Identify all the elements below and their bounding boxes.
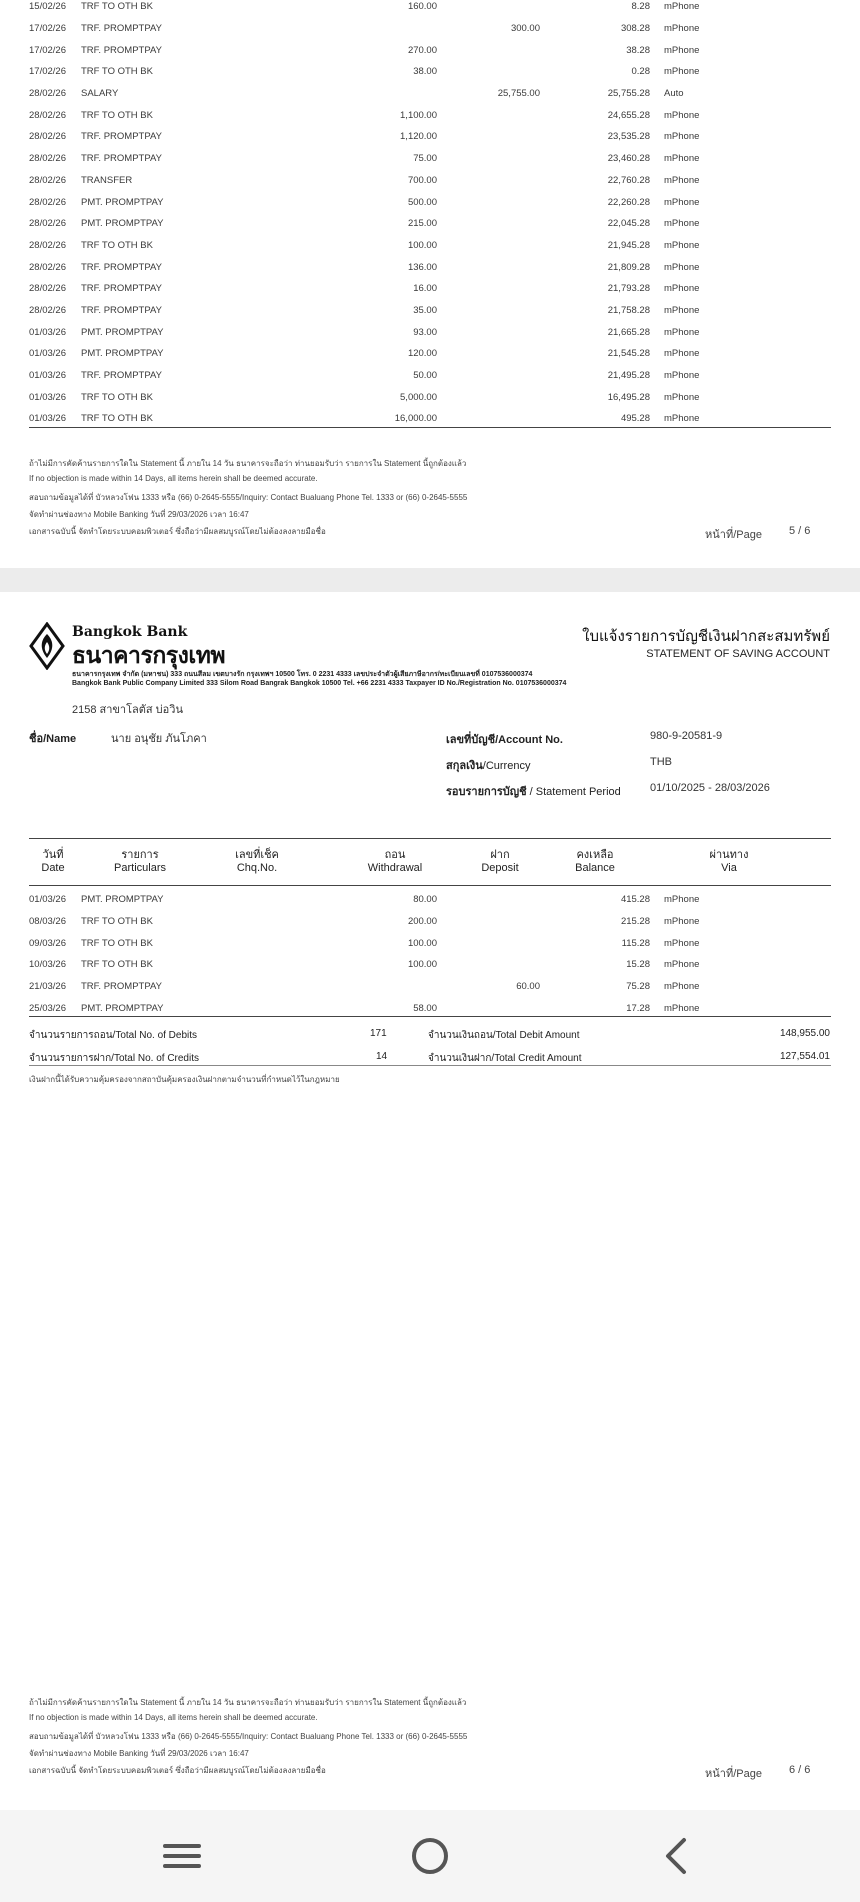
total-debit-amount: 148,955.00 bbox=[779, 1028, 830, 1039]
txn-via: mPhone bbox=[664, 44, 700, 56]
footer-note-computer-generated: เอกสารฉบับนี้ จัดทำโดยระบบคอมพิวเตอร์ ซึ่งถือว่ามีผลสมบูรณ์โดยไม่ต้องลงลายมือชื่อ bbox=[29, 1766, 326, 1775]
txn-withdrawal: 215.00 bbox=[407, 218, 437, 230]
header-balance-th: คงเหลือ bbox=[576, 849, 614, 861]
statement-page-5 bbox=[0, 0, 860, 568]
txn-date: 01/03/26 bbox=[29, 370, 66, 382]
header-withdrawal-th: ถอน bbox=[384, 849, 406, 861]
bank-address-th: ธนาคารกรุงเทพ จำกัด (มหาชน) 333 ถนนสีลม เขตบางรัก กรุงเทพฯ 10500 โทร. 0 2231 4333 เลขประจำตัวผู้เสียภาษีอากร/ทะเบียนเลขที่ 0107536000374 bbox=[72, 671, 533, 678]
txn-via: mPhone bbox=[664, 1, 700, 13]
txn-via: mPhone bbox=[664, 391, 700, 403]
footer-note-objection-th: ถ้าไม่มีการคัดค้านรายการใดใน Statement นี้ ภายใน 14 วัน ธนาคารจะถือว่า ท่านยอมรับว่า รายการใน Statement นี้ถูกต้องแล้ว bbox=[29, 1698, 467, 1707]
transaction-row bbox=[29, 83, 831, 105]
txn-date: 10/03/26 bbox=[29, 959, 66, 971]
txn-balance: 415.28 bbox=[620, 894, 650, 906]
bank-address-en: Bangkok Bank Public Company Limited 333 Silom Road Bangrak Bangkok 10500 Tel. +66 2231 4333 Taxpayer ID No./Registration No. 0107536000374 bbox=[72, 680, 567, 687]
txn-particulars: TRF TO OTH BK bbox=[81, 391, 153, 403]
txn-date: 15/02/26 bbox=[29, 1, 66, 13]
transaction-row bbox=[29, 365, 831, 387]
txn-deposit bbox=[437, 0, 540, 18]
txn-via: mPhone bbox=[664, 413, 700, 425]
transaction-row bbox=[29, 321, 831, 343]
txn-balance: 21,545.28 bbox=[607, 348, 650, 360]
txn-balance: 495.28 bbox=[620, 413, 650, 425]
currency-value: THB bbox=[650, 756, 672, 768]
txn-balance: 38.28 bbox=[626, 44, 650, 56]
txn-particulars: TRF. PROMPTPAY bbox=[81, 23, 162, 35]
txn-withdrawal: 200.00 bbox=[407, 916, 437, 928]
transaction-row bbox=[29, 976, 831, 998]
page-number: 6 / 6 bbox=[789, 1764, 811, 1776]
period-label: รอบรายการบัญชี / Statement Period bbox=[446, 786, 621, 798]
period-value: 01/10/2025 - 28/03/2026 bbox=[650, 782, 770, 794]
header-date-en: Date bbox=[41, 862, 65, 874]
txn-date: 28/02/26 bbox=[29, 88, 66, 100]
transaction-row bbox=[29, 126, 831, 148]
transaction-row bbox=[29, 213, 831, 235]
txn-via: mPhone bbox=[664, 894, 700, 906]
txn-particulars: TRF TO OTH BK bbox=[81, 413, 153, 425]
footer-note-inquiry: สอบถามข้อมูลได้ที่ บัวหลวงโฟน 1333 หรือ (66) 0-2645-5555/Inquiry: Contact Bualuang Phone Tel. 1333 or (66) 0-2645-5555 bbox=[29, 1732, 468, 1741]
txn-via: mPhone bbox=[664, 959, 700, 971]
txn-particulars: PMT. PROMPTPAY bbox=[81, 894, 164, 906]
txn-via: mPhone bbox=[664, 174, 700, 186]
txn-particulars: TRF TO OTH BK bbox=[81, 239, 153, 251]
txn-balance: 21,809.28 bbox=[607, 261, 650, 273]
transaction-row bbox=[29, 343, 831, 365]
txn-withdrawal bbox=[311, 976, 437, 998]
txn-withdrawal: 38.00 bbox=[413, 66, 437, 78]
txn-deposit bbox=[437, 321, 540, 343]
bank-name-th: ธนาคารกรุงเทพ bbox=[72, 643, 226, 669]
transaction-table-page-6 bbox=[29, 889, 831, 1019]
header-via-en: Via bbox=[721, 862, 737, 874]
txn-via: mPhone bbox=[664, 218, 700, 230]
txn-balance: 215.28 bbox=[620, 916, 650, 928]
txn-date: 28/02/26 bbox=[29, 174, 66, 186]
transaction-table-page-5 bbox=[29, 0, 831, 430]
txn-date: 28/02/26 bbox=[29, 218, 66, 230]
txn-withdrawal: 93.00 bbox=[413, 326, 437, 338]
account-value: 980-9-20581-9 bbox=[650, 730, 723, 742]
txn-particulars: PMT. PROMPTPAY bbox=[81, 196, 164, 208]
txn-balance: 8.28 bbox=[631, 1, 650, 13]
table-bottom-rule bbox=[29, 427, 831, 428]
transaction-row bbox=[29, 954, 831, 976]
txn-particulars: TRF TO OTH BK bbox=[81, 66, 153, 78]
txn-balance: 23,460.28 bbox=[607, 153, 650, 165]
txn-withdrawal: 16,000.00 bbox=[394, 413, 437, 425]
txn-balance: 22,045.28 bbox=[607, 218, 650, 230]
txn-withdrawal: 100.00 bbox=[407, 959, 437, 971]
txn-date: 28/02/26 bbox=[29, 109, 66, 121]
txn-withdrawal: 5,000.00 bbox=[400, 391, 437, 403]
txn-via: mPhone bbox=[664, 131, 700, 143]
txn-deposit bbox=[437, 932, 540, 954]
txn-particulars: TRF TO OTH BK bbox=[81, 1, 153, 13]
txn-deposit bbox=[437, 104, 540, 126]
txn-deposit bbox=[437, 256, 540, 278]
txn-deposit bbox=[437, 213, 540, 235]
name-value: นาย อนุชัย ภันโภคา bbox=[111, 733, 207, 745]
txn-deposit bbox=[437, 170, 540, 192]
txn-withdrawal: 1,120.00 bbox=[400, 131, 437, 143]
txn-deposit: 60.00 bbox=[516, 981, 540, 993]
home-circle-icon[interactable] bbox=[405, 1834, 455, 1878]
txn-withdrawal: 75.00 bbox=[413, 153, 437, 165]
txn-withdrawal: 160.00 bbox=[407, 1, 437, 13]
footer-note-computer-generated: เอกสารฉบับนี้ จัดทำโดยระบบคอมพิวเตอร์ ซึ่งถือว่ามีผลสมบูรณ์โดยไม่ต้องลงลายมือชื่อ bbox=[29, 527, 326, 536]
transaction-row bbox=[29, 256, 831, 278]
txn-particulars: TRF. PROMPTPAY bbox=[81, 283, 162, 295]
header-withdrawal-en: Withdrawal bbox=[367, 862, 423, 874]
total-debits-label: จำนวนรายการถอน/Total No. of Debits bbox=[29, 1030, 198, 1041]
txn-particulars: TRF TO OTH BK bbox=[81, 916, 153, 928]
txn-balance: 21,758.28 bbox=[607, 304, 650, 316]
txn-balance: 24,655.28 bbox=[607, 109, 650, 121]
transaction-row bbox=[29, 278, 831, 300]
total-credit-amount-label: จำนวนเงินฝาก/Total Credit Amount bbox=[428, 1053, 582, 1064]
currency-label: สกุลเงิน/Currency bbox=[446, 760, 531, 772]
txn-particulars: TRF. PROMPTPAY bbox=[81, 153, 162, 165]
page-number: 5 / 6 bbox=[789, 525, 811, 537]
back-chevron-icon[interactable] bbox=[652, 1834, 702, 1878]
header-chq-en: Chq.No. bbox=[236, 862, 278, 874]
txn-date: 01/03/26 bbox=[29, 413, 66, 425]
txn-balance: 23,535.28 bbox=[607, 131, 650, 143]
txn-deposit bbox=[437, 954, 540, 976]
transaction-row bbox=[29, 39, 831, 61]
txn-balance: 21,665.28 bbox=[607, 326, 650, 338]
txn-date: 28/02/26 bbox=[29, 196, 66, 208]
txn-withdrawal: 35.00 bbox=[413, 304, 437, 316]
txn-date: 01/03/26 bbox=[29, 391, 66, 403]
transaction-row bbox=[29, 235, 831, 257]
txn-via: mPhone bbox=[664, 153, 700, 165]
transaction-row bbox=[29, 18, 831, 40]
txn-date: 17/02/26 bbox=[29, 23, 66, 35]
txn-withdrawal: 136.00 bbox=[407, 261, 437, 273]
txn-deposit bbox=[437, 911, 540, 933]
txn-particulars: TRF TO OTH BK bbox=[81, 959, 153, 971]
txn-deposit bbox=[437, 889, 540, 911]
txn-via: mPhone bbox=[664, 937, 700, 949]
transaction-row bbox=[29, 0, 831, 18]
statement-page-6 bbox=[0, 592, 860, 1810]
txn-balance: 115.28 bbox=[621, 937, 650, 949]
txn-deposit bbox=[437, 300, 540, 322]
header-via-th: ผ่านทาง bbox=[709, 849, 749, 861]
header-particulars-en: Particulars bbox=[114, 862, 166, 874]
txn-particulars: PMT. PROMPTPAY bbox=[81, 1002, 164, 1014]
txn-date: 09/03/26 bbox=[29, 937, 66, 949]
header-top-rule bbox=[29, 838, 831, 839]
txn-particulars: SALARY bbox=[81, 88, 119, 100]
txn-date: 28/02/26 bbox=[29, 304, 66, 316]
txn-particulars: TRF TO OTH BK bbox=[81, 109, 153, 121]
txn-date: 01/03/26 bbox=[29, 326, 66, 338]
txn-deposit bbox=[437, 61, 540, 83]
header-particulars-th: รายการ bbox=[121, 849, 159, 861]
txn-via: mPhone bbox=[664, 283, 700, 295]
header-deposit-en: Deposit bbox=[481, 862, 519, 874]
table-end-rule bbox=[29, 1016, 831, 1017]
txn-particulars: PMT. PROMPTPAY bbox=[81, 218, 164, 230]
txn-date: 28/02/26 bbox=[29, 239, 66, 251]
txn-date: 17/02/26 bbox=[29, 44, 66, 56]
txn-date: 28/02/26 bbox=[29, 283, 66, 295]
footer-note-generated: จัดทำผ่านช่องทาง Mobile Banking วันที่ 29/03/2026 เวลา 16:47 bbox=[29, 510, 249, 519]
txn-date: 28/02/26 bbox=[29, 153, 66, 165]
txn-balance: 22,760.28 bbox=[607, 174, 650, 186]
transaction-row bbox=[29, 386, 831, 408]
footer-note-generated: จัดทำผ่านช่องทาง Mobile Banking วันที่ 29/03/2026 เวลา 16:47 bbox=[29, 1749, 249, 1758]
txn-balance: 21,495.28 bbox=[607, 370, 650, 382]
total-debits-count: 171 bbox=[370, 1028, 387, 1039]
footer-note-inquiry: สอบถามข้อมูลได้ที่ บัวหลวงโฟน 1333 หรือ (66) 0-2645-5555/Inquiry: Contact Bualuang Phone Tel. 1333 or (66) 0-2645-5555 bbox=[29, 493, 468, 502]
transaction-row bbox=[29, 170, 831, 192]
txn-particulars: TRF. PROMPTPAY bbox=[81, 261, 162, 273]
header-bottom-rule bbox=[29, 885, 831, 886]
txn-deposit: 300.00 bbox=[510, 23, 540, 35]
txn-via: mPhone bbox=[664, 66, 700, 78]
txn-via: mPhone bbox=[664, 196, 700, 208]
header-deposit-th: ฝาก bbox=[490, 849, 510, 861]
txn-withdrawal: 80.00 bbox=[413, 894, 437, 906]
txn-via: mPhone bbox=[664, 304, 700, 316]
totals-rule bbox=[29, 1065, 831, 1066]
txn-via: mPhone bbox=[664, 981, 700, 993]
transaction-row bbox=[29, 911, 831, 933]
transaction-row bbox=[29, 889, 831, 911]
txn-deposit bbox=[437, 235, 540, 257]
txn-via: mPhone bbox=[664, 348, 700, 360]
txn-deposit bbox=[437, 343, 540, 365]
txn-balance: 75.28 bbox=[626, 981, 650, 993]
txn-balance: 21,945.28 bbox=[607, 239, 650, 251]
txn-balance: 22,260.28 bbox=[607, 196, 650, 208]
document-title-en: STATEMENT OF SAVING ACCOUNT bbox=[646, 648, 830, 660]
total-credit-amount: 127,554.01 bbox=[779, 1051, 830, 1062]
transaction-row bbox=[29, 932, 831, 954]
txn-balance: 0.28 bbox=[631, 66, 650, 78]
txn-date: 01/03/26 bbox=[29, 894, 66, 906]
txn-particulars: TRF. PROMPTPAY bbox=[81, 304, 162, 316]
txn-withdrawal: 700.00 bbox=[407, 174, 437, 186]
txn-deposit bbox=[437, 278, 540, 300]
txn-withdrawal: 120.00 bbox=[407, 348, 437, 360]
header-chq-th: เลขที่เช็ค bbox=[235, 849, 279, 861]
txn-withdrawal bbox=[311, 18, 437, 40]
txn-particulars: TRF. PROMPTPAY bbox=[81, 370, 162, 382]
txn-deposit bbox=[437, 39, 540, 61]
txn-date: 21/03/26 bbox=[29, 981, 66, 993]
deposit-protection-note: เงินฝากนี้ได้รับความคุ้มครองจากสถาบันคุ้มครองเงินฝากตามจำนวนที่กำหนดไว้ในกฎหมาย bbox=[29, 1075, 340, 1084]
txn-withdrawal: 100.00 bbox=[407, 937, 437, 949]
txn-balance: 15.28 bbox=[626, 959, 650, 971]
txn-via: Auto bbox=[664, 88, 684, 100]
txn-date: 28/02/26 bbox=[29, 261, 66, 273]
total-credits-label: จำนวนรายการฝาก/Total No. of Credits bbox=[29, 1053, 199, 1064]
txn-particulars: PMT. PROMPTPAY bbox=[81, 326, 164, 338]
txn-particulars: PMT. PROMPTPAY bbox=[81, 348, 164, 360]
menu-icon[interactable] bbox=[157, 1834, 207, 1878]
txn-deposit bbox=[437, 365, 540, 387]
txn-deposit bbox=[437, 126, 540, 148]
txn-via: mPhone bbox=[664, 1002, 700, 1014]
transaction-row bbox=[29, 104, 831, 126]
txn-balance: 308.28 bbox=[620, 23, 650, 35]
txn-particulars: TRF TO OTH BK bbox=[81, 937, 153, 949]
txn-balance: 21,793.28 bbox=[607, 283, 650, 295]
txn-via: mPhone bbox=[664, 916, 700, 928]
txn-deposit bbox=[437, 386, 540, 408]
txn-particulars: TRF. PROMPTPAY bbox=[81, 44, 162, 56]
txn-deposit bbox=[437, 191, 540, 213]
header-date-th: วันที่ bbox=[42, 849, 64, 861]
txn-date: 25/03/26 bbox=[29, 1002, 66, 1014]
txn-via: mPhone bbox=[664, 239, 700, 251]
bank-name-en: Bangkok Bank bbox=[72, 624, 188, 640]
txn-date: 01/03/26 bbox=[29, 348, 66, 360]
txn-via: mPhone bbox=[664, 109, 700, 121]
txn-withdrawal: 270.00 bbox=[407, 44, 437, 56]
total-credits-count: 14 bbox=[376, 1051, 388, 1062]
txn-particulars: TRANSFER bbox=[81, 174, 133, 186]
txn-date: 17/02/26 bbox=[29, 66, 66, 78]
txn-balance: 16,495.28 bbox=[607, 391, 650, 403]
page-separator bbox=[0, 568, 860, 592]
document-title-th: ใบแจ้งรายการบัญชีเงินฝากสะสมทรัพย์ bbox=[582, 628, 830, 645]
txn-particulars: TRF. PROMPTPAY bbox=[81, 131, 162, 143]
txn-deposit: 25,755.00 bbox=[497, 88, 540, 100]
txn-date: 08/03/26 bbox=[29, 916, 66, 928]
txn-date: 28/02/26 bbox=[29, 131, 66, 143]
txn-via: mPhone bbox=[664, 326, 700, 338]
txn-deposit bbox=[437, 148, 540, 170]
txn-withdrawal: 50.00 bbox=[413, 370, 437, 382]
txn-withdrawal bbox=[311, 83, 437, 105]
txn-via: mPhone bbox=[664, 23, 700, 35]
transaction-row bbox=[29, 300, 831, 322]
bangkok-bank-logo-icon bbox=[29, 622, 65, 675]
transaction-row bbox=[29, 191, 831, 213]
name-label: ชื่อ/Name bbox=[29, 733, 77, 745]
footer-note-objection-th: ถ้าไม่มีการคัดค้านรายการใดใน Statement นี้ ภายใน 14 วัน ธนาคารจะถือว่า ท่านยอมรับว่า รายการใน Statement นี้ถูกต้องแล้ว bbox=[29, 459, 467, 468]
page-label: หน้าที่/Page bbox=[705, 1768, 762, 1780]
txn-balance: 17.28 bbox=[626, 1002, 650, 1014]
txn-withdrawal: 100.00 bbox=[407, 239, 437, 251]
header-balance-en: Balance bbox=[575, 862, 615, 874]
branch-name: 2158 สาขาโลตัส บ่อวิน bbox=[72, 704, 183, 716]
txn-withdrawal: 1,100.00 bbox=[400, 109, 437, 121]
txn-withdrawal: 500.00 bbox=[407, 196, 437, 208]
txn-withdrawal: 58.00 bbox=[413, 1002, 437, 1014]
txn-particulars: TRF. PROMPTPAY bbox=[81, 981, 162, 993]
footer-note-objection-en: If no objection is made within 14 Days, all items herein shall be deemed accurate. bbox=[29, 1713, 318, 1722]
transaction-row bbox=[29, 148, 831, 170]
account-label: เลขที่บัญชี/Account No. bbox=[446, 734, 563, 746]
system-navigation-bar bbox=[0, 1810, 860, 1902]
txn-via: mPhone bbox=[664, 261, 700, 273]
txn-withdrawal: 16.00 bbox=[413, 283, 437, 295]
transaction-row bbox=[29, 61, 831, 83]
footer-note-objection-en: If no objection is made within 14 Days, all items herein shall be deemed accurate. bbox=[29, 474, 318, 483]
total-debit-amount-label: จำนวนเงินถอน/Total Debit Amount bbox=[428, 1030, 580, 1041]
txn-via: mPhone bbox=[664, 370, 700, 382]
txn-balance: 25,755.28 bbox=[607, 88, 650, 100]
page-label: หน้าที่/Page bbox=[705, 529, 762, 541]
